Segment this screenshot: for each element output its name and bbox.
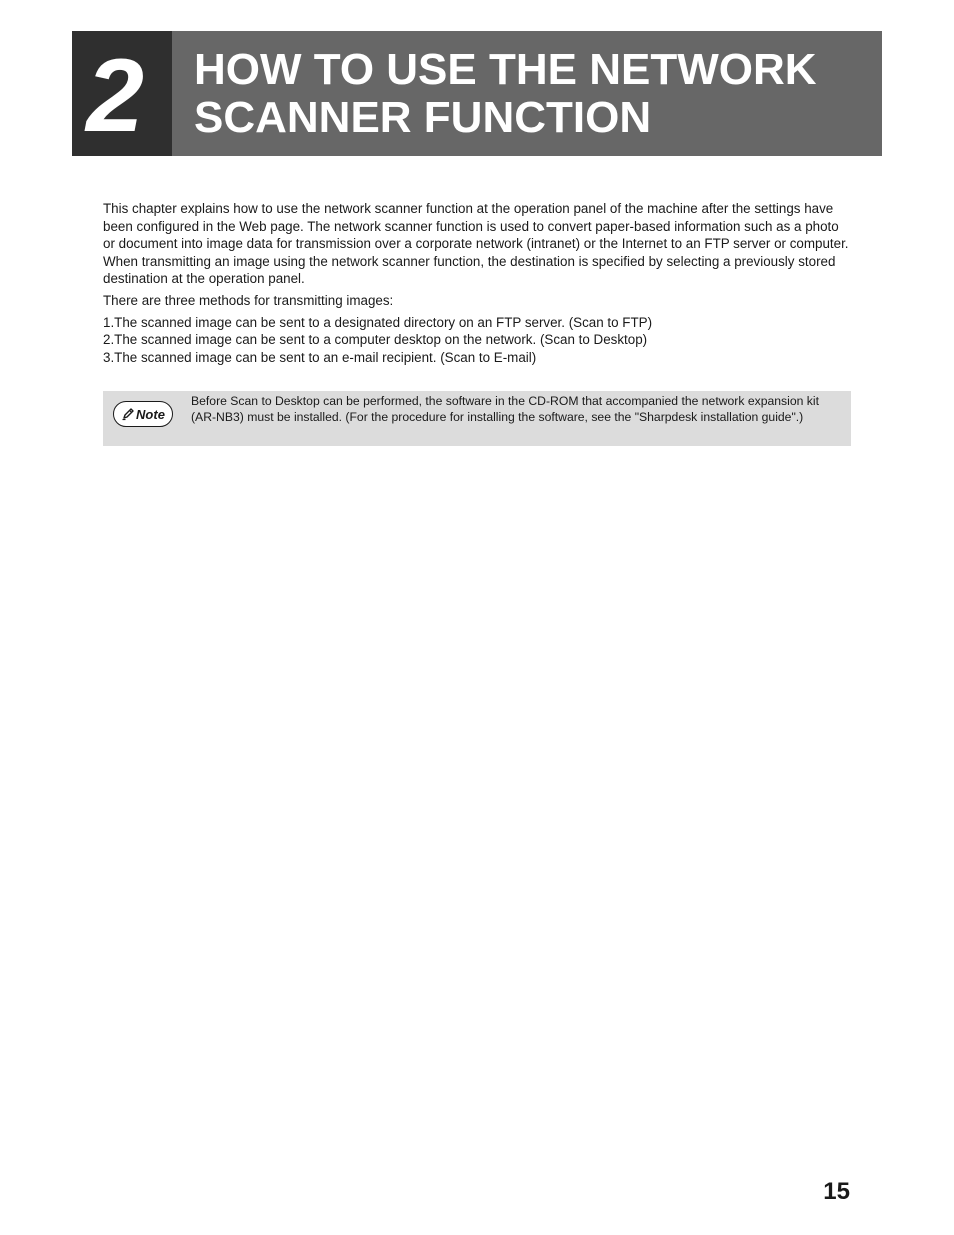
chapter-number-box [72, 31, 172, 156]
intro-paragraph: This chapter explains how to use the network scanner function at the operation panel of the machine after the settings have been configured in the Web page. The network scanner function is used to convert paper-based information such as a photo or document into image data for transmission over a corporate network (intranet) or the Internet to an FTP server or computer. When transmitting an image using the network scanner function, the destination is specified by selecting a previously stored destination at the operation panel. [103, 201, 849, 287]
note-badge [113, 401, 173, 427]
intro-methods-lead: There are three methods for transmitting images: [103, 292, 394, 308]
chapter-intro [103, 200, 853, 366]
method-item-ftp: 1.The scanned image can be sent to a designated directory on an FTP server. (Scan to FTP) [103, 314, 653, 330]
pencil-icon [121, 407, 135, 421]
method-list [103, 314, 853, 367]
note-box [103, 391, 851, 446]
chapter-title [194, 46, 817, 142]
note-text: Before Scan to Desktop can be performed, the software in the CD-ROM that accompanied the network expansion kit (AR-NB3) must be installed. (For the procedure for installing the software, see the "Sharpdesk installation guide".) [191, 394, 819, 425]
chapter-title-line-2: SCANNER FUNCTION [194, 92, 652, 142]
chapter-title-line-1: HOW TO USE THE NETWORK [194, 44, 817, 94]
method-item-email: 3.The scanned image can be sent to an e-mail recipient. (Scan to E-mail) [103, 349, 537, 365]
chapter-title-box [172, 31, 882, 156]
page-number: 15 [823, 1178, 850, 1205]
chapter-number: 2 [86, 37, 144, 154]
note-label: Note [136, 406, 165, 422]
method-item-desktop: 2.The scanned image can be sent to a computer desktop on the network. (Scan to Desktop) [103, 332, 648, 348]
chapter-banner [72, 31, 882, 156]
